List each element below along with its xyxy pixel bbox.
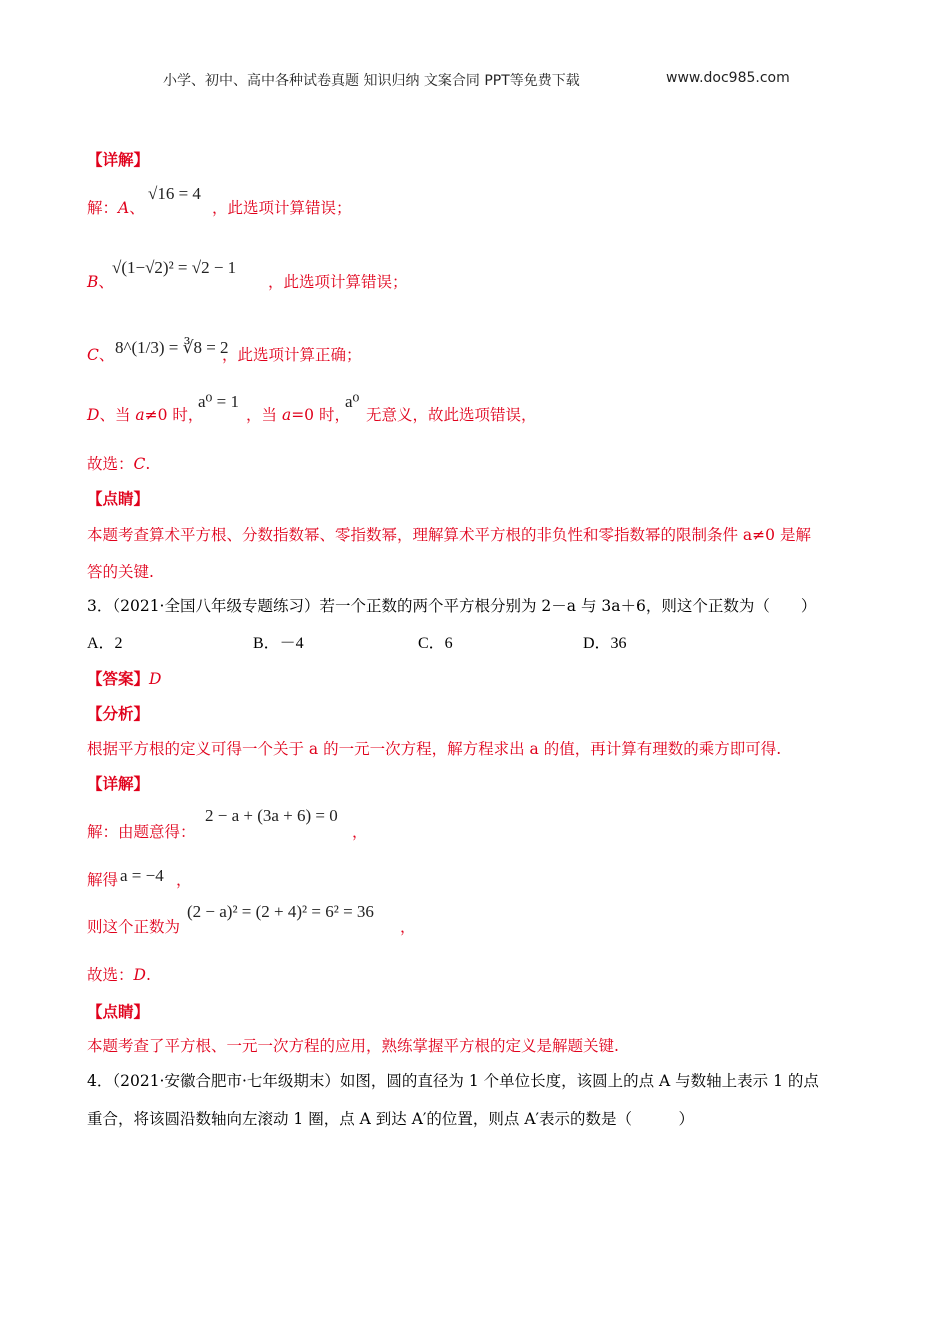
q2-comment-line2: 答的关键. bbox=[87, 563, 154, 581]
q3-comment-tag: 【点睛】 bbox=[87, 1002, 150, 1021]
option-label: C bbox=[87, 346, 99, 364]
q2-comment-tag: 【点睛】 bbox=[87, 489, 150, 508]
q4-stem-line1: 4．（2021·安徽合肥市·七年级期末）如图，圆的直径为 1 个单位长度，该圆上的点 A 与数轴上表示 1 的点 bbox=[87, 1072, 819, 1090]
q2-c-formula: 8^(1/3) = ∛8 = 2 bbox=[115, 338, 229, 357]
variable: a bbox=[135, 406, 145, 424]
option-label: D bbox=[87, 406, 100, 424]
q3-solution-1-end: ， bbox=[352, 823, 368, 841]
text-segment: ≠0 时， bbox=[144, 406, 204, 424]
q2-d-formula-2: a⁰ bbox=[345, 392, 360, 411]
text-segment: 故选： bbox=[87, 966, 134, 984]
q3-solution-2-text: 解得 bbox=[87, 871, 119, 889]
q3-option-d: D．36 bbox=[583, 635, 627, 652]
q2-choose bbox=[87, 452, 150, 474]
q3-option-b: B．－4 bbox=[253, 635, 304, 652]
q3-answer bbox=[87, 667, 161, 689]
solution-prefix: 解： bbox=[87, 199, 119, 217]
q3-solution-2-end: ， bbox=[176, 871, 192, 889]
variable: a bbox=[281, 406, 292, 424]
q3-solution-2-formula: a = −4 bbox=[120, 866, 164, 885]
q3-analysis-text: 根据平方根的定义可得一个关于 a 的一元一次方程，解方程求出 a 的值，再计算有理数的乘方即可得. bbox=[87, 740, 782, 758]
q3-solution-3-end: ， bbox=[400, 918, 416, 936]
text-segment: 、当 bbox=[99, 406, 136, 424]
option-label: A bbox=[118, 199, 130, 217]
separator: 、 bbox=[129, 199, 145, 217]
q3-comment-text: 本题考查了平方根、一元一次方程的应用，熟练掌握平方根的定义是解题关键. bbox=[87, 1037, 619, 1055]
header-url: www.doc985.com bbox=[666, 70, 790, 86]
q3-solution-1-formula: 2 − a + (3a + 6) = 0 bbox=[205, 806, 338, 825]
text-segment: ，当 bbox=[246, 406, 282, 424]
q2-d-middle bbox=[246, 403, 350, 425]
q2-option-b-line bbox=[87, 270, 114, 292]
answer-letter: C bbox=[133, 455, 146, 473]
q3-analysis-tag: 【分析】 bbox=[87, 704, 150, 723]
separator: 、 bbox=[98, 273, 114, 291]
q2-a-comment: ，此选项计算错误； bbox=[212, 199, 352, 217]
header-left: 小学、初中、高中各种试卷真题 知识归纳 文案合同 PPT等免费下载 bbox=[163, 73, 580, 89]
q2-b-formula: √(1−√2)² = √2 − 1 bbox=[112, 258, 237, 277]
q2-d-formula-1: a⁰ = 1 bbox=[198, 392, 239, 411]
q3-stem: 3．（2021·全国八年级专题练习）若一个正数的两个平方根分别为 2－a 与 3a＋6，则这个正数为（ ） bbox=[87, 597, 817, 615]
q3-detail-tag: 【详解】 bbox=[87, 774, 150, 793]
text-segment: . bbox=[145, 455, 151, 473]
q2-option-d-line bbox=[87, 403, 203, 425]
answer-letter: D bbox=[149, 670, 162, 688]
text-segment: =0 时， bbox=[291, 406, 350, 424]
answer-tag: 【答案】 bbox=[87, 669, 150, 688]
q3-solution-1-text: 解：由题意得： bbox=[87, 823, 196, 841]
text-segment: . bbox=[145, 966, 151, 984]
option-label: B bbox=[87, 273, 99, 291]
q2-d-end: 无意义，故此选项错误， bbox=[366, 406, 537, 424]
q3-solution-3-formula: (2 − a)² = (2 + 4)² = 6² = 36 bbox=[187, 902, 374, 921]
q2-option-a-line bbox=[87, 196, 145, 218]
text-segment: 故选： bbox=[87, 455, 134, 473]
q4-stem-line2: 重合，将该圆沿数轴向左滚动 1 圈，点 A 到达 A′的位置，则点 A′表示的数是（ ） bbox=[87, 1110, 695, 1128]
answer-letter: D bbox=[133, 966, 146, 984]
q2-detail-tag: 【详解】 bbox=[87, 150, 150, 169]
q3-option-c: C．6 bbox=[418, 635, 453, 652]
q2-comment-line1: 本题考查算术平方根、分数指数幂、零指数幂，理解算术平方根的非负性和零指数幂的限制条件 a≠0 是解 bbox=[87, 526, 811, 544]
q2-option-c-line bbox=[87, 343, 114, 365]
q3-choose bbox=[87, 963, 151, 985]
q3-option-a: A．2 bbox=[87, 635, 123, 652]
separator: 、 bbox=[98, 346, 115, 364]
q2-c-comment: ，此选项计算正确； bbox=[222, 346, 362, 364]
q2-a-formula: √16 = 4 bbox=[148, 184, 201, 203]
q3-solution-3-text: 则这个正数为 bbox=[87, 918, 181, 936]
q2-b-comment: ，此选项计算错误； bbox=[268, 273, 408, 291]
